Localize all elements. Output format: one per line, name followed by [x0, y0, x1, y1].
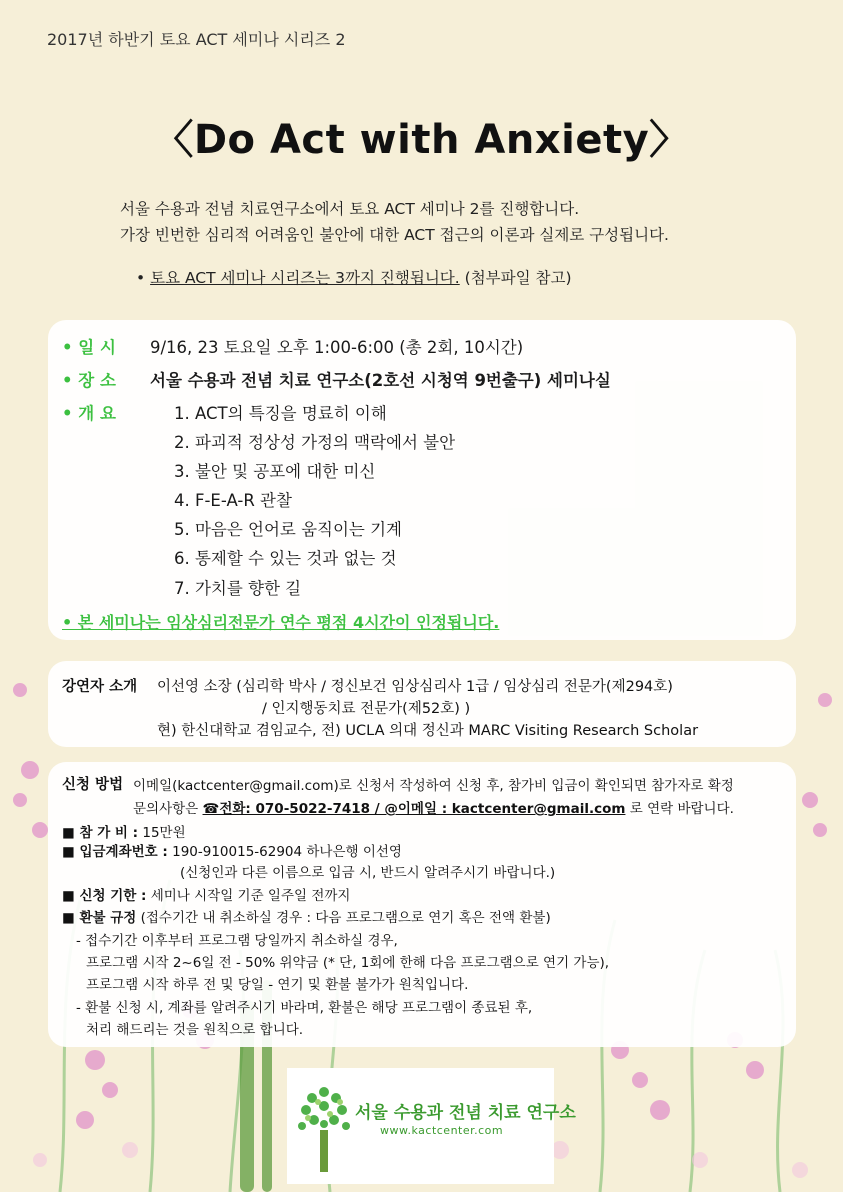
- logo-url: www.kactcenter.com: [380, 1124, 504, 1137]
- fee-row: [62, 821, 186, 841]
- logo-name: 서울 수용과 전념 치료 연구소: [355, 1103, 576, 1123]
- contact-prefix: 문의사항은: [133, 801, 199, 817]
- refund-line: - 환불 신청 시, 계좌를 알려주시기 바라며, 환불은 해당 프로그램이 종료된 후,: [76, 1000, 533, 1016]
- overview-item: 6. 통제할 수 있는 것과 없는 것: [174, 549, 397, 568]
- overview-item: 1. ACT의 특징을 명료히 이해: [174, 404, 387, 423]
- overview-row: [62, 400, 116, 424]
- overview-item: 5. 마음은 언어로 움직이는 기계: [174, 520, 402, 539]
- where-value: 서울 수용과 전념 치료 연구소(2호선 시청역 9번출구) 세미나실: [150, 371, 611, 390]
- refund-label: ■ 환불 규정: [62, 910, 137, 926]
- overview-item: 2. 파괴적 정상성 가정의 맥락에서 불안: [174, 433, 456, 452]
- deadline-label: ■ 신청 기한 :: [62, 888, 147, 904]
- account-note: (신청인과 다른 이름으로 입금 시, 반드시 알려주시기 바랍니다.): [180, 865, 556, 881]
- contact-info: ☎전화: 070-5022-7418 / @이메일 : kactcenter@gmail.com: [202, 801, 626, 817]
- contact-line: [133, 797, 734, 817]
- overview-label: • 개 요: [62, 404, 116, 423]
- where-label: • 장 소: [62, 371, 116, 390]
- speaker-label: 강연자 소개: [62, 679, 138, 695]
- refund-line: 프로그램 시작 2~6일 전 - 50% 위약금 (* 단, 1회에 한해 다음 프로그램으로 연기 가능),: [86, 955, 610, 971]
- credit-note: • 본 세미나는 임상심리전문가 연수 평점 4시간이 인정됩니다.: [62, 613, 500, 632]
- speaker-line-2: / 인지행동치료 전문가(제52호) ): [262, 701, 471, 717]
- deadline-value: 세미나 시작일 기준 일주일 전까지: [150, 888, 351, 904]
- when-row: [62, 334, 116, 358]
- registration-label: 신청 방법: [62, 777, 124, 793]
- note-rest: (첨부파일 참고): [459, 269, 572, 287]
- refund-line: 처리 해드리는 것을 원칙으로 합니다.: [86, 1022, 304, 1038]
- where-row: [62, 367, 116, 391]
- account-label: ■ 입금계좌번호 :: [62, 844, 168, 860]
- overview-item: 3. 불안 및 공포에 대한 미신: [174, 462, 376, 481]
- speaker-line-3: 현) 한신대학교 겸임교수, 전) UCLA 의대 정신과 MARC Visiting Research Scholar: [157, 723, 699, 739]
- overview-item: 4. F-E-A-R 관찰: [174, 491, 292, 510]
- series-title: 2017년 하반기 토요 ACT 세미나 시리즈 2: [47, 30, 346, 49]
- overview-item: 7. 가치를 향한 길: [174, 579, 302, 598]
- fee-label: ■ 참 가 비 :: [62, 825, 139, 841]
- refund-line: 프로그램 시작 하루 전 및 당일 - 연기 및 환불 불가가 원칙입니다.: [86, 977, 469, 993]
- main-title: 〈Do Act with Anxiety〉: [153, 117, 690, 163]
- contact-suffix: 로 연락 바랍니다.: [629, 801, 734, 817]
- speaker-line-1: 이선영 소장 (심리학 박사 / 정신보건 임상심리사 1급 / 임상심리 전문가(제294호): [157, 679, 673, 695]
- when-label: • 일 시: [62, 338, 116, 357]
- intro-line-1: 서울 수용과 전념 치료연구소에서 토요 ACT 세미나 2를 진행합니다.: [120, 200, 580, 218]
- account-row: [62, 840, 402, 860]
- intro-text: [120, 196, 669, 248]
- series-note: [136, 266, 572, 288]
- intro-line-2: 가장 빈번한 심리적 어려움인 불안에 대한 ACT 접근의 이론과 실제로 구성됩니다.: [120, 226, 669, 244]
- note-underlined: 토요 ACT 세미나 시리즈는 3까지 진행됩니다.: [150, 269, 460, 287]
- note-bullet: •: [136, 269, 146, 287]
- deadline-row: [62, 884, 350, 904]
- registration-method: 이메일(kactcenter@gmail.com)로 신청서 작성하여 신청 후, 참가비 입금이 확인되면 참가자로 확정: [133, 778, 734, 794]
- refund-line: - 접수기간 이후부터 프로그램 당일까지 취소하실 경우,: [76, 933, 398, 949]
- when-value: 9/16, 23 토요일 오후 1:00-6:00 (총 2회, 10시간): [150, 338, 524, 357]
- fee-value: 15만원: [142, 825, 186, 841]
- refund-value: (접수기간 내 취소하실 경우 : 다음 프로그램으로 연기 혹은 전액 환불): [140, 910, 551, 926]
- tree-icon: [296, 1080, 352, 1175]
- account-value: 190-910015-62904 하나은행 이선영: [172, 844, 402, 860]
- refund-row: [62, 906, 551, 926]
